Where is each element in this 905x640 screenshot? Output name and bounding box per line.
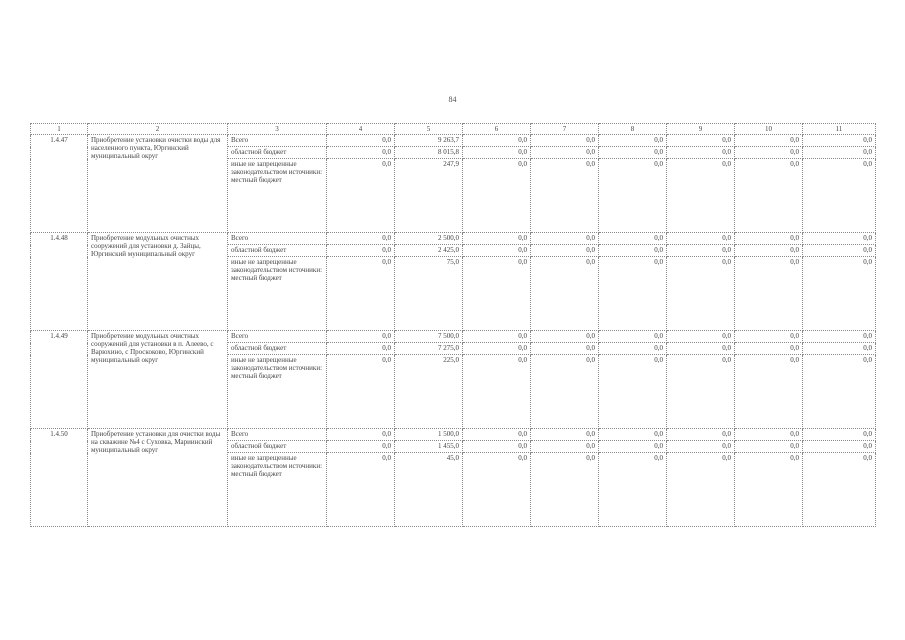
value-cell: 0,0	[667, 159, 735, 233]
source-other-label: иные не запрещенные законодательством источники:	[231, 160, 323, 176]
value-cell: 7 500,0	[395, 331, 463, 343]
value-cell: 75,0	[395, 257, 463, 331]
value-cell: 0,0	[327, 441, 395, 453]
value-cell: 0,0	[803, 159, 876, 233]
value-cell: 8 015,8	[395, 147, 463, 159]
value-cell: 0,0	[463, 429, 531, 441]
value-cell: 0,0	[599, 245, 667, 257]
value-cell: 0,0	[531, 429, 599, 441]
row-title: Приобретение установки очистки воды для населенного пункта, Юргинский муниципальный округ	[88, 135, 228, 233]
value-cell: 0,0	[531, 257, 599, 331]
value-cell: 0,0	[327, 453, 395, 527]
value-cell: 0,0	[803, 135, 876, 147]
value-cell: 0,0	[667, 147, 735, 159]
source-local-label: местный бюджет	[231, 372, 282, 380]
value-cell: 0,0	[531, 331, 599, 343]
value-cell: 0,0	[463, 245, 531, 257]
source-total-label: Всего	[228, 429, 327, 441]
value-cell: 0,0	[327, 355, 395, 429]
value-cell: 0,0	[327, 343, 395, 355]
value-cell: 0,0	[531, 453, 599, 527]
value-cell: 2 425,0	[395, 245, 463, 257]
value-cell: 0,0	[735, 257, 803, 331]
column-header: 5	[395, 124, 463, 135]
value-cell: 0,0	[667, 429, 735, 441]
source-obl-label: областной бюджет	[228, 343, 327, 355]
value-cell: 0,0	[463, 331, 531, 343]
value-cell: 0,0	[531, 135, 599, 147]
value-cell: 0,0	[735, 245, 803, 257]
source-total-label: Всего	[228, 233, 327, 245]
value-cell: 1 455,0	[395, 441, 463, 453]
value-cell: 0,0	[667, 441, 735, 453]
source-other-label: иные не запрещенные законодательством источники:	[231, 258, 323, 274]
value-cell: 0,0	[667, 233, 735, 245]
source-local-cell	[228, 257, 327, 331]
page-number: 84	[448, 95, 457, 104]
value-cell: 0,0	[803, 343, 876, 355]
table-row	[31, 331, 876, 343]
budget-table	[30, 123, 876, 527]
value-cell: 0,0	[735, 441, 803, 453]
value-cell: 45,0	[395, 453, 463, 527]
source-total-label: Всего	[228, 135, 327, 147]
value-cell: 0,0	[667, 135, 735, 147]
source-local-label: местный бюджет	[231, 470, 282, 478]
value-cell: 0,0	[327, 135, 395, 147]
value-cell: 0,0	[531, 233, 599, 245]
source-other-label: иные не запрещенные законодательством источники:	[231, 454, 323, 470]
source-local-cell	[228, 355, 327, 429]
value-cell: 0,0	[667, 355, 735, 429]
source-obl-label: областной бюджет	[228, 245, 327, 257]
value-cell: 9 263,7	[395, 135, 463, 147]
value-cell: 0,0	[531, 343, 599, 355]
row-title: Приобретение модульных очистных сооружений для установки в п. Алеево, с Варюхино, с Проскоково, Юргинский муниципальный округ	[88, 331, 228, 429]
table-row	[31, 429, 876, 441]
value-cell: 0,0	[327, 245, 395, 257]
source-local-label: местный бюджет	[231, 274, 282, 282]
value-cell: 0,0	[803, 331, 876, 343]
value-cell: 0,0	[463, 159, 531, 233]
value-cell: 0,0	[735, 135, 803, 147]
value-cell: 0,0	[327, 429, 395, 441]
column-header: 3	[228, 124, 327, 135]
value-cell: 0,0	[667, 343, 735, 355]
value-cell: 0,0	[327, 233, 395, 245]
value-cell: 0,0	[599, 343, 667, 355]
header-row	[31, 124, 876, 135]
value-cell: 0,0	[667, 453, 735, 527]
value-cell: 0,0	[599, 147, 667, 159]
value-cell: 0,0	[803, 441, 876, 453]
value-cell: 0,0	[735, 355, 803, 429]
value-cell: 0,0	[803, 147, 876, 159]
column-header: 10	[735, 124, 803, 135]
value-cell: 247,9	[395, 159, 463, 233]
column-header: 9	[667, 124, 735, 135]
value-cell: 2 500,0	[395, 233, 463, 245]
value-cell: 0,0	[599, 331, 667, 343]
value-cell: 0,0	[463, 355, 531, 429]
value-cell: 0,0	[463, 233, 531, 245]
value-cell: 0,0	[531, 355, 599, 429]
value-cell: 0,0	[463, 343, 531, 355]
value-cell: 0,0	[599, 233, 667, 245]
value-cell: 0,0	[327, 331, 395, 343]
column-header: 11	[803, 124, 876, 135]
source-local-cell	[228, 159, 327, 233]
value-cell: 0,0	[735, 343, 803, 355]
value-cell: 0,0	[463, 441, 531, 453]
value-cell: 0,0	[803, 429, 876, 441]
value-cell: 0,0	[735, 453, 803, 527]
value-cell: 225,0	[395, 355, 463, 429]
value-cell: 0,0	[735, 159, 803, 233]
source-total-label: Всего	[228, 331, 327, 343]
value-cell: 0,0	[599, 453, 667, 527]
value-cell: 0,0	[463, 453, 531, 527]
value-cell: 0,0	[803, 355, 876, 429]
source-local-cell	[228, 453, 327, 527]
source-obl-label: областной бюджет	[228, 441, 327, 453]
column-header: 6	[463, 124, 531, 135]
value-cell: 0,0	[531, 441, 599, 453]
row-code: 1.4.49	[31, 331, 88, 429]
column-header: 8	[599, 124, 667, 135]
value-cell: 0,0	[599, 159, 667, 233]
value-cell: 0,0	[735, 147, 803, 159]
row-title: Приобретение модульных очистных сооружений для установки д. Зайцы, Юргинский муниципальный округ	[88, 233, 228, 331]
table-row	[31, 135, 876, 147]
value-cell: 0,0	[803, 257, 876, 331]
value-cell: 0,0	[327, 159, 395, 233]
value-cell: 0,0	[599, 355, 667, 429]
value-cell: 0,0	[803, 245, 876, 257]
value-cell: 0,0	[599, 441, 667, 453]
value-cell: 0,0	[599, 429, 667, 441]
value-cell: 0,0	[803, 233, 876, 245]
source-local-label: местный бюджет	[231, 176, 282, 184]
source-other-label: иные не запрещенные законодательством источники:	[231, 356, 323, 372]
value-cell: 0,0	[667, 245, 735, 257]
value-cell: 0,0	[327, 147, 395, 159]
value-cell: 0,0	[667, 331, 735, 343]
value-cell: 0,0	[531, 147, 599, 159]
column-header: 1	[31, 124, 88, 135]
value-cell: 0,0	[463, 135, 531, 147]
value-cell: 0,0	[735, 331, 803, 343]
row-code: 1.4.50	[31, 429, 88, 527]
table-row	[31, 233, 876, 245]
value-cell: 0,0	[599, 257, 667, 331]
value-cell: 7 275,0	[395, 343, 463, 355]
value-cell: 0,0	[463, 147, 531, 159]
row-code: 1.4.47	[31, 135, 88, 233]
source-obl-label: областной бюджет	[228, 147, 327, 159]
value-cell: 0,0	[803, 453, 876, 527]
value-cell: 0,0	[667, 257, 735, 331]
value-cell: 0,0	[735, 233, 803, 245]
row-code: 1.4.48	[31, 233, 88, 331]
value-cell: 0,0	[531, 159, 599, 233]
column-header: 4	[327, 124, 395, 135]
value-cell: 0,0	[463, 257, 531, 331]
column-header: 7	[531, 124, 599, 135]
value-cell: 0,0	[531, 245, 599, 257]
value-cell: 0,0	[599, 135, 667, 147]
column-header: 2	[88, 124, 228, 135]
row-title: Приобретение установки для очистки воды на скважине №4 с Суховка, Мариинский муниципальный округ	[88, 429, 228, 527]
value-cell: 0,0	[327, 257, 395, 331]
value-cell: 0,0	[735, 429, 803, 441]
value-cell: 1 500,0	[395, 429, 463, 441]
